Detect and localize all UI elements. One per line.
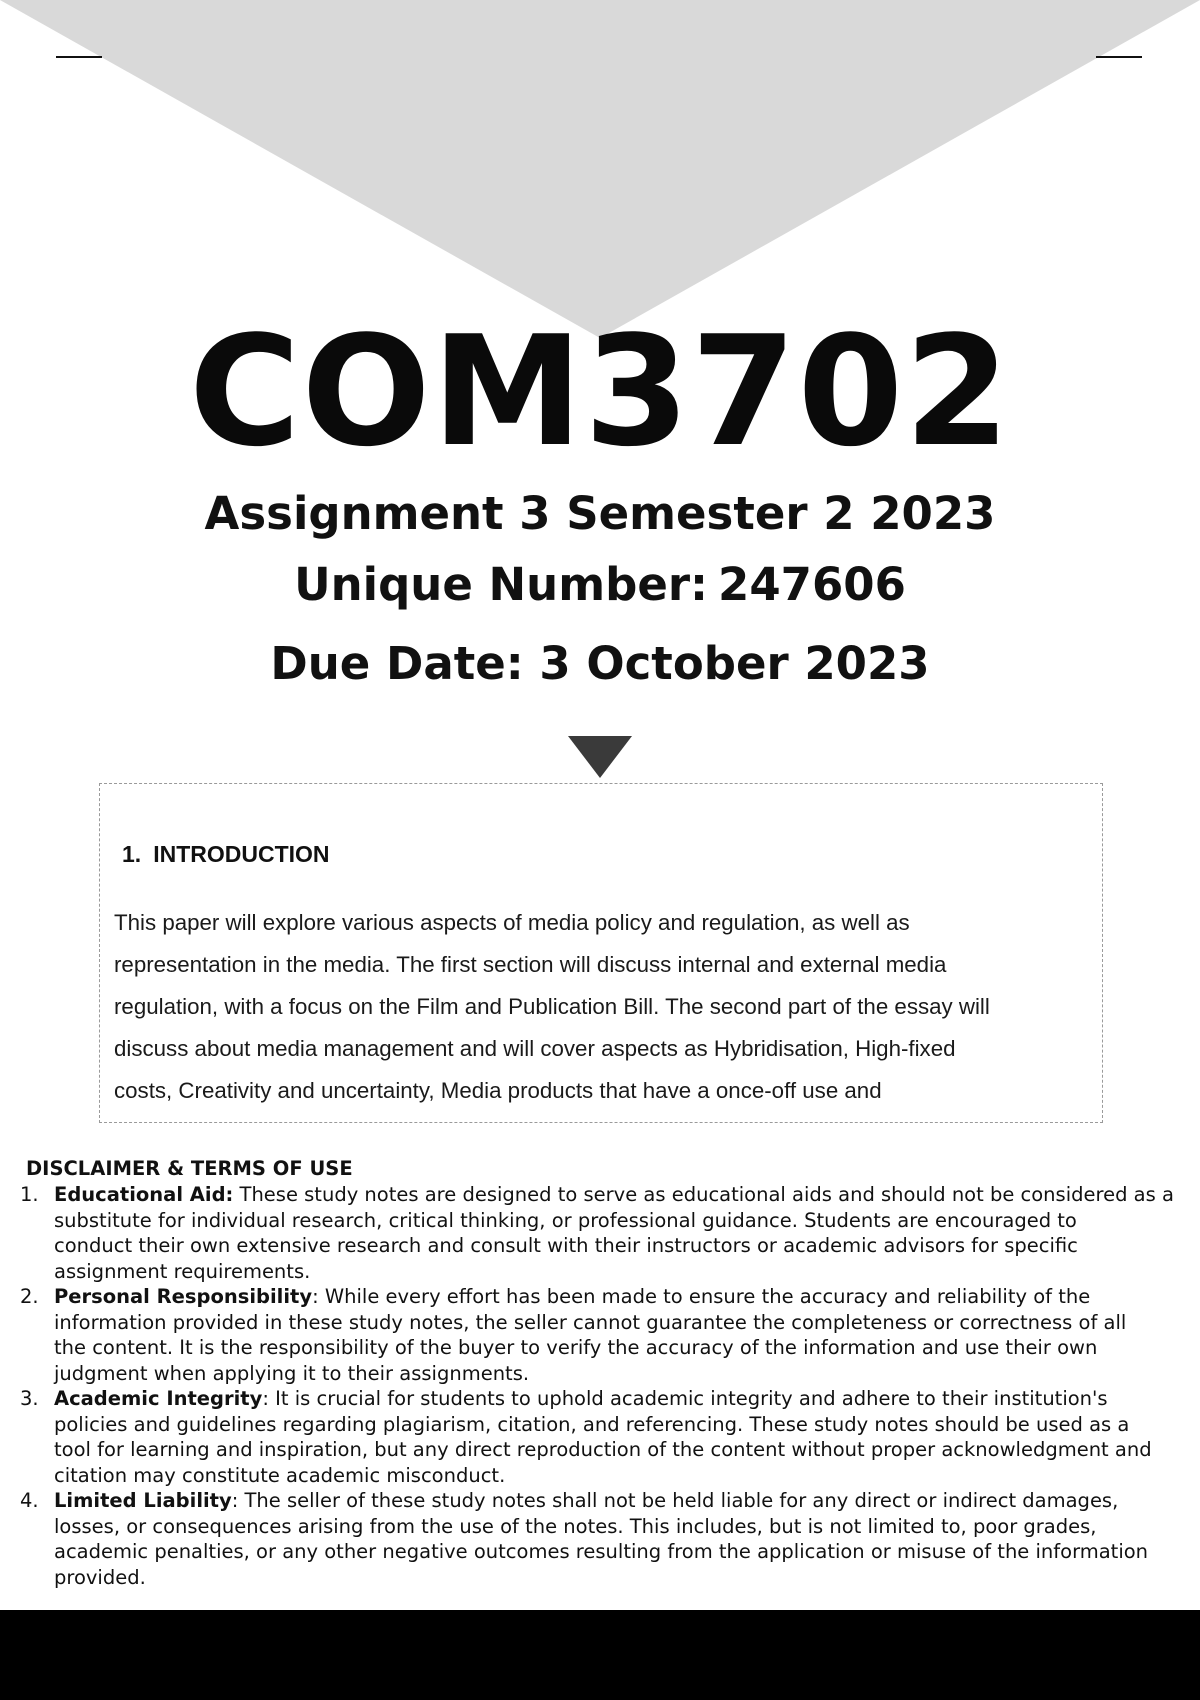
assignment-line: Assignment 3 Semester 2 2023	[204, 487, 996, 540]
introduction-line: regulation, with a focus on the Film and Publication Bill. The second part of the essay will	[114, 994, 990, 1019]
disclaimer-item-line: tool for learning and inspiration, but any direct reproduction of the content without proper acknowledgment and	[54, 1438, 1152, 1461]
disclaimer-item-label: Limited Liability	[54, 1489, 232, 1512]
disclaimer-item-line: policies and guidelines regarding plagiarism, citation, and referencing. These study notes should be used as a	[54, 1412, 1130, 1436]
unique-number-line	[0, 557, 1200, 613]
disclaimer-item-line: the content. It is the responsibility of the buyer to verify the accuracy of the information and use their own	[54, 1336, 1098, 1359]
introduction-preview-box	[99, 783, 1103, 1123]
disclaimer-item-label: Personal Responsibility	[54, 1285, 313, 1308]
disclaimer-item-academic-integrity	[18, 1386, 1190, 1488]
disclaimer-section	[18, 1156, 1190, 1590]
introduction-heading-text: INTRODUCTION	[153, 841, 330, 867]
disclaimer-item-line: provided.	[54, 1565, 146, 1589]
disclaimer-item-label: Educational Aid:	[54, 1183, 234, 1206]
disclaimer-item-text: : It is crucial for students to uphold academic integrity and adhere to their institution's	[262, 1387, 1108, 1410]
introduction-line: representation in the media. The first section will discuss internal and external media	[114, 952, 947, 977]
unique-number-label: Unique Number:	[294, 558, 709, 611]
disclaimer-title: DISCLAIMER & TERMS OF USE	[26, 1157, 353, 1180]
corner-mark-left	[56, 56, 102, 58]
introduction-heading	[122, 840, 330, 868]
introduction-line: costs, Creativity and uncertainty, Media products that have a once-off use and	[114, 1078, 882, 1103]
unique-number-value: 247606	[718, 558, 906, 611]
disclaimer-item-number: 1.	[20, 1183, 39, 1206]
disclaimer-item-line: assignment requirements.	[54, 1259, 311, 1283]
disclaimer-item-first-line	[54, 1386, 1190, 1412]
disclaimer-item-educational-aid	[18, 1182, 1190, 1284]
disclaimer-item-first-line	[54, 1182, 1190, 1208]
disclaimer-item-line: citation may constitute academic misconduct.	[54, 1463, 506, 1487]
disclaimer-item-line: conduct their own extensive research and consult with their instructors or academic advisors for specific	[54, 1234, 1078, 1257]
disclaimer-item-label: Academic Integrity	[54, 1387, 263, 1410]
top-chevron-decoration	[0, 0, 1200, 340]
disclaimer-item-text: : The seller of these study notes shall not be held liable for any direct or indirect damages,	[231, 1489, 1119, 1512]
disclaimer-item-limited-liability	[18, 1488, 1190, 1590]
bottom-black-bar	[0, 1610, 1200, 1700]
due-date-line: Due Date: 3 October 2023	[270, 637, 930, 690]
disclaimer-item-line: information provided in these study notes, the seller cannot guarantee the completeness or correctness of all	[54, 1310, 1127, 1334]
disclaimer-item-first-line	[54, 1284, 1190, 1310]
disclaimer-item-number: 3.	[20, 1387, 39, 1410]
introduction-line: discuss about media management and will cover aspects as Hybridisation, High-fixed	[114, 1036, 956, 1061]
disclaimer-item-line: substitute for individual research, critical thinking, or professional guidance. Students are encouraged to	[54, 1208, 1077, 1232]
corner-mark-right	[1096, 56, 1142, 58]
course-code-title: COM3702	[188, 303, 1012, 480]
disclaimer-item-line: losses, or consequences arising from the use of the notes. This includes, but is not limited to, poor grades,	[54, 1514, 1097, 1538]
disclaimer-item-number: 4.	[20, 1489, 39, 1512]
down-arrow-icon	[568, 736, 632, 778]
disclaimer-item-text: These study notes are designed to serve as educational aids and should not be considered as a	[233, 1183, 1174, 1206]
introduction-line: This paper will explore various aspects of media policy and regulation, as well as	[114, 910, 910, 935]
chevron-shape	[0, 0, 1200, 338]
disclaimer-list	[18, 1182, 1190, 1590]
disclaimer-item-personal-responsibility	[18, 1284, 1190, 1386]
introduction-heading-number: 1.	[122, 841, 142, 867]
disclaimer-item-number: 2.	[20, 1285, 39, 1308]
disclaimer-item-line: judgment when applying it to their assignments.	[54, 1361, 530, 1385]
disclaimer-item-line: academic penalties, or any other negative outcomes resulting from the application or misuse of the information	[54, 1540, 1149, 1563]
disclaimer-item-first-line	[54, 1488, 1190, 1514]
disclaimer-item-text: : While every effort has been made to ensure the accuracy and reliability of the	[312, 1285, 1091, 1308]
introduction-paragraph	[114, 902, 1094, 1112]
